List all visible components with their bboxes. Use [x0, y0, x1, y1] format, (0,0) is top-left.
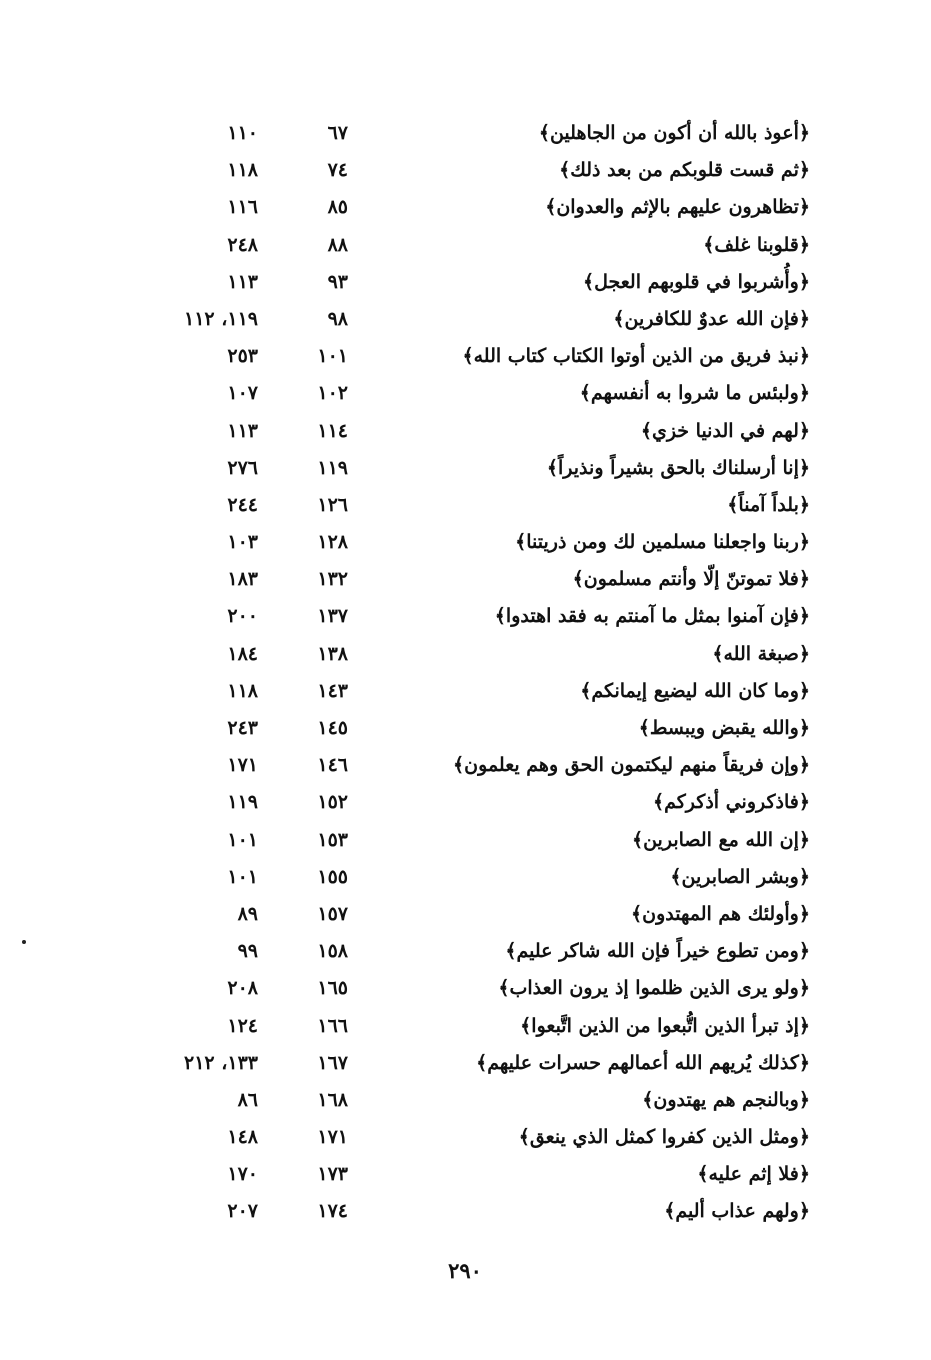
ayah-number: ٩٣: [327, 270, 348, 293]
table-row: [140, 1193, 820, 1230]
page-reference: ٢٤٣: [227, 717, 258, 739]
ayah-number: ١٣٧: [317, 605, 348, 628]
verse-text: ﴿والله يقبض ويبسط﴾: [638, 717, 810, 739]
page-reference: ١٧٠: [227, 1163, 258, 1186]
ayah-number: ٨٥: [327, 196, 348, 219]
page-reference: ١٣٣، ٢١٢: [184, 1051, 258, 1074]
verse-text: ﴿ربنا واجعلنا مسلمين لك ومن ذريتنا﴾: [515, 531, 810, 554]
page-reference: ٢٠٨: [227, 977, 258, 1000]
verse-text: ﴿ومثل الذين كفروا كمثل الذي ينعق﴾: [518, 1126, 810, 1149]
verse-text: ﴿ولبئس ما شروا به أنفسهم﴾: [579, 382, 810, 405]
verse-text: ﴿إن الله مع الصابرين﴾: [631, 828, 810, 851]
table-row: [140, 227, 820, 264]
page-number: ٢٩٠: [448, 1258, 482, 1283]
page-reference: ٢٠٠: [227, 605, 258, 628]
table-row: [140, 1008, 820, 1045]
verse-text: ﴿ولو يرى الذين ظلموا إذ يرون العذاب﴾: [498, 977, 810, 1000]
ayah-number: ١٢٦: [317, 493, 348, 516]
ayah-number: ٨٨: [327, 233, 348, 256]
table-row: [140, 970, 820, 1007]
table-row: [140, 636, 820, 673]
verse-text: ﴿ثم قست قلوبكم من بعد ذلك﴾: [559, 159, 810, 182]
table-row: [140, 152, 820, 189]
verse-text: ﴿بلداً آمناً﴾: [727, 493, 810, 516]
verse-text: ﴿فلا إثم عليه﴾: [697, 1163, 810, 1186]
page-reference: ١١٩: [227, 791, 258, 814]
table-row: [140, 264, 820, 301]
ayah-number: ١٦٧: [317, 1051, 348, 1074]
table-row: [140, 301, 820, 338]
table-row: [140, 710, 820, 747]
verse-text: ﴿كذلك يُريهم الله أعمالهم حسرات عليهم﴾: [476, 1051, 810, 1074]
ayah-number: ١٥٢: [317, 791, 348, 814]
table-row: [140, 338, 820, 375]
ayah-number: ١٧٤: [317, 1200, 348, 1223]
ayah-number: ١٠١: [317, 345, 348, 368]
verse-text: ﴿فاذكروني أذكركم﴾: [652, 791, 810, 814]
ayah-number: ١٥٣: [317, 828, 348, 851]
scan-speck: [22, 940, 26, 944]
page-reference: ٢٧٦: [227, 456, 258, 479]
verse-index-table: [140, 115, 820, 1231]
verse-text: ﴿وما كان الله ليضيع إيمانكم﴾: [580, 679, 810, 702]
ayah-number: ٦٧: [327, 122, 348, 144]
verse-text: ﴿وأولئك هم المهتدون﴾: [631, 902, 810, 925]
verse-text: ﴿قلوبنا غلف﴾: [703, 233, 810, 256]
page-reference: ٢٤٨: [227, 233, 258, 256]
table-row: [140, 1156, 820, 1193]
verse-text: ﴿وبالنجم هم يهتدون﴾: [642, 1088, 810, 1111]
ayah-number: ١٥٥: [317, 865, 348, 888]
ayah-number: ٩٨: [327, 307, 348, 330]
table-row: [140, 413, 820, 450]
ayah-number: ١٧٣: [317, 1163, 348, 1186]
ayah-number: ١٦٨: [317, 1088, 348, 1111]
verse-text: ﴿إنا أرسلناك بالحق بشيراً ونذيراً﴾: [546, 456, 810, 479]
page-reference: ٨٦: [237, 1088, 258, 1111]
ayah-number: ١٤٣: [317, 679, 348, 702]
table-row: [140, 933, 820, 970]
verse-text: ﴿وأُشربوا في قلوبهم العجل﴾: [582, 270, 810, 293]
table-row: [140, 1119, 820, 1156]
ayah-number: ١٦٦: [317, 1014, 348, 1037]
table-row: [140, 896, 820, 933]
table-row: [140, 747, 820, 784]
table-row: [140, 598, 820, 635]
page-reference: ١١٩، ١١٢: [184, 307, 258, 330]
page-reference: ١٨٤: [227, 642, 258, 665]
table-row: [140, 822, 820, 859]
table-row: [140, 115, 820, 152]
table-row: [140, 189, 820, 226]
verse-text: ﴿وبشر الصابرين﴾: [670, 865, 810, 888]
ayah-number: ١٣٨: [317, 642, 348, 665]
page-reference: ١٤٨: [227, 1126, 258, 1149]
page-reference: ١١٣: [227, 270, 258, 293]
table-row: [140, 450, 820, 487]
verse-text: ﴿لهم في الدنيا خزي﴾: [640, 419, 810, 442]
table-row: [140, 784, 820, 821]
table-row: [140, 524, 820, 561]
verse-text: ﴿فإن الله عدوٌ للكافرين﴾: [613, 307, 810, 330]
page-reference: ٩٩: [237, 940, 258, 963]
verse-text: ﴿ولهم عذاب أليم﴾: [664, 1200, 810, 1223]
page-reference: ١٠١: [227, 828, 258, 851]
verse-text: ﴿وإن فريقاً منهم ليكتمون الحق وهم يعلمون﴾: [453, 754, 810, 777]
page-reference: ١١٦: [227, 196, 258, 219]
ayah-number: ١٤٥: [317, 717, 348, 739]
page-reference: ٢٥٣: [227, 345, 258, 368]
ayah-number: ١٢٨: [317, 531, 348, 554]
verse-text: ﴿فلا تموتنّ إلّا وأنتم مسلمون﴾: [572, 568, 810, 591]
ayah-number: ١٠٢: [317, 382, 348, 405]
verse-text: ﴿أعوذ بالله أن أكون من الجاهلين﴾: [538, 122, 810, 144]
ayah-number: ١٦٥: [317, 977, 348, 1000]
page-reference: ١٧١: [227, 754, 258, 777]
table-row: [140, 561, 820, 598]
table-row: [140, 375, 820, 412]
ayah-number: ٧٤: [327, 159, 348, 182]
verse-text: ﴿فإن آمنوا بمثل ما آمنتم به فقد اهتدوا﴾: [494, 605, 810, 628]
page-reference: ٨٩: [237, 902, 258, 925]
ayah-number: ١١٩: [317, 456, 348, 479]
verse-text: ﴿تظاهرون عليهم بالإثم والعدوان﴾: [545, 196, 810, 219]
verse-text: ﴿صبغة الله﴾: [712, 642, 810, 665]
page-reference: ١٠٧: [227, 382, 258, 405]
ayah-number: ١٣٢: [317, 568, 348, 591]
ayah-number: ١٧١: [317, 1126, 348, 1149]
table-row: [140, 1045, 820, 1082]
page-reference: ١٠١: [227, 865, 258, 888]
ayah-number: ١٥٨: [317, 940, 348, 963]
verse-text: ﴿ومن تطوع خيراً فإن الله شاكر عليم﴾: [505, 940, 810, 963]
page-reference: ١١٨: [227, 159, 258, 182]
page-reference: ١٠٣: [227, 531, 258, 554]
table-row: [140, 859, 820, 896]
page-reference: ١٨٣: [227, 568, 258, 591]
page-reference: ١١٨: [227, 679, 258, 702]
ayah-number: ١٤٦: [317, 754, 348, 777]
page-reference: ١١٣: [227, 419, 258, 442]
page-reference: ٢٠٧: [227, 1200, 258, 1223]
page-reference: ٢٤٤: [227, 493, 258, 516]
ayah-number: ١٥٧: [317, 902, 348, 925]
page-reference: ١١٠: [227, 122, 258, 144]
ayah-number: ١١٤: [317, 419, 348, 442]
table-row: [140, 1082, 820, 1119]
verse-text: ﴿نبذ فريق من الذين أوتوا الكتاب كتاب الله﴾: [462, 345, 810, 368]
verse-text: ﴿إذ تبرأ الذين اتُّبعوا من الذين اتَّبعوا﴾: [520, 1014, 810, 1037]
table-row: [140, 673, 820, 710]
table-row: [140, 487, 820, 524]
page-reference: ١٢٤: [227, 1014, 258, 1037]
